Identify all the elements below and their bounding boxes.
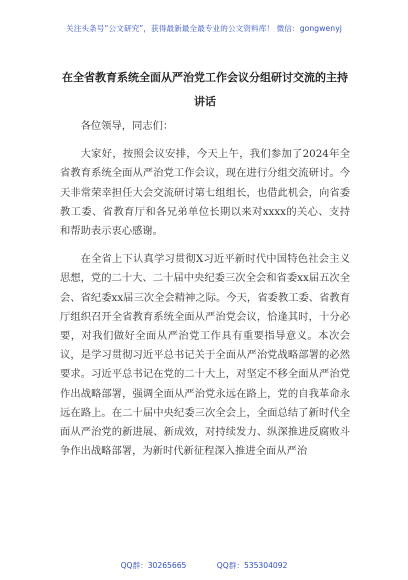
header-banner: 关注头条号“公文研究”，获得最新最全最专业的公文资料库！ 微信：gongwenyj xyxy=(66,24,342,33)
document-body xyxy=(60,117,350,461)
salutation: 各位领导，同志们： xyxy=(80,120,174,132)
document-title: 在全省教育系统全面从严治党工作会议分组研讨交流的主持讲话 xyxy=(62,71,348,108)
body-paragraph: 在全省上下认真学习贯彻X习近平新时代中国特色社会主义思想，党的二十大、二十届中央纪委三次全会和省委xx届五次全会、省纪委xx届三次全会精神之际。今天，省委教工委、省教育厅组织召开全省教育系统全面从严治党会议，恰逢其时，十分必要，对我们做好全面从严治党工作具有重要指导意义。本次会议，是学习贯彻习近平总书记关于全面从严治党战略部署的必然要求。习近平总书记在党的二十大上，对坚定不移全面从严治党作出战略部署，强调全面从严治党永远在路上，党的自我革命永远在路上。在二十届中央纪委三次全会上，全面总结了新时代全面从严治党的新进展、新成效，对持续发力、纵深推进反腐败斗争作出战略部署，为新时代新征程深入推进全面从严治 xyxy=(60,253,350,458)
body-paragraph: 大家好，按照会议安排，今天上午，我们参加了2024年全省教育系统全面从严治党工作会议，现在进行分组交流研讨。今天非常荣幸担任大会交流研讨第七组组长，也借此机会，向省委教工委、省教育厅和各兄弟单位长期以来对xxxx的关心、支持和帮助表示衷心感谢。 xyxy=(60,148,350,238)
footer-qq-group-2: QQ群：535304092 xyxy=(216,561,288,570)
footer-contacts xyxy=(0,560,408,571)
footer-qq-group-1: QQ群：30265665 xyxy=(120,561,187,570)
